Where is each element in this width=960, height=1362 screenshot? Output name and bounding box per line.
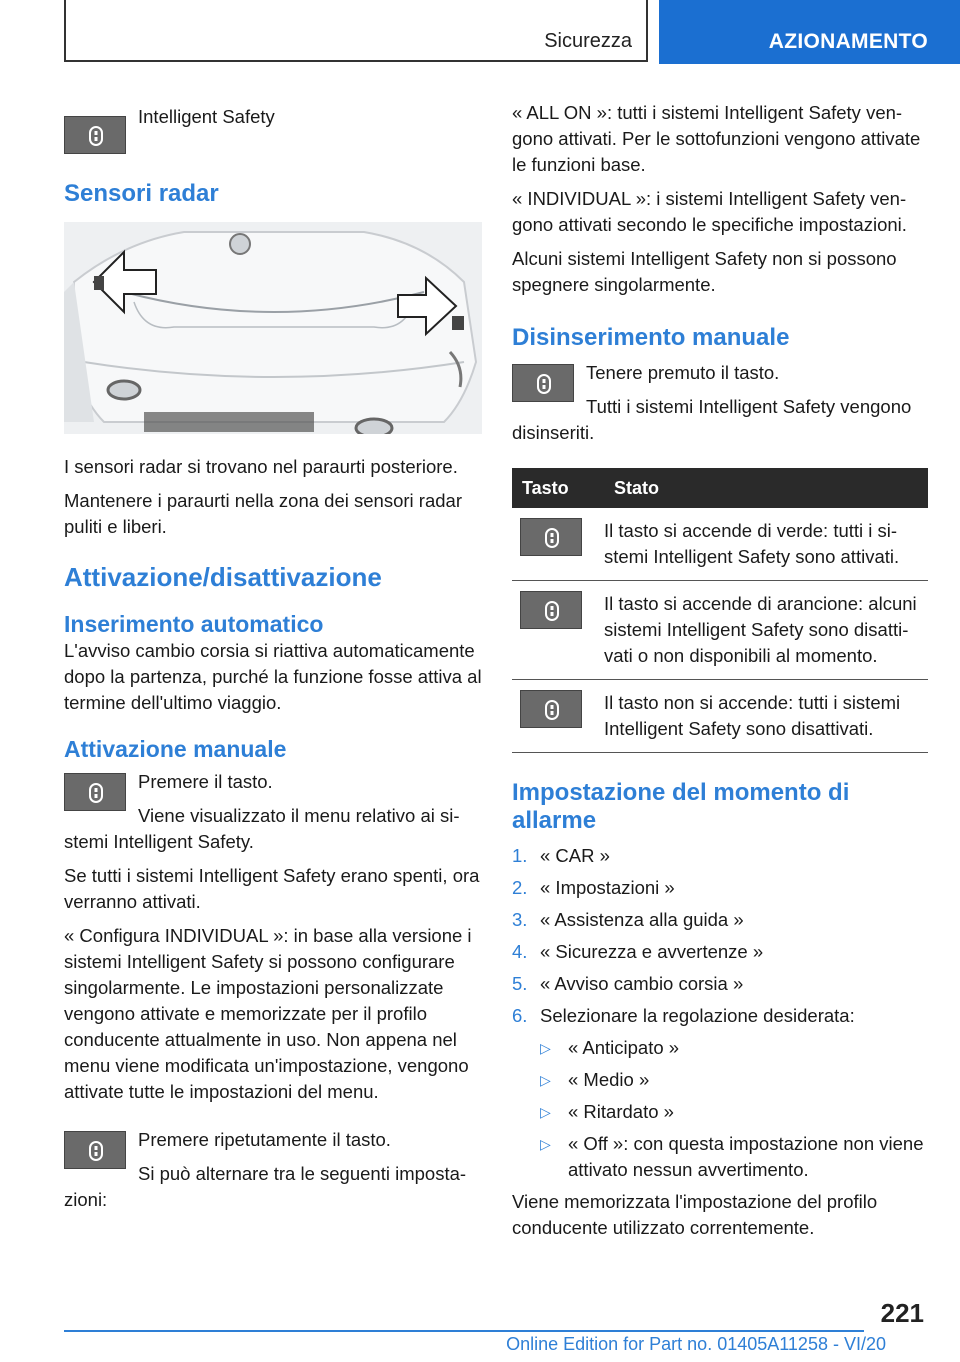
all-on-text: « ALL ON »: tutti i sistemi Intelligent Safety vengono attivati. Per le sottofunzioni vengono attivate le funzioni base. bbox=[512, 102, 921, 175]
triangle-bullet-icon: ▷ bbox=[540, 1104, 551, 1120]
list-item: 4. « Sicurezza e avvertenze » bbox=[512, 941, 764, 962]
profile-saved-text: Viene memorizzata l'impostazione del profilo conducente utilizzato correntemente. bbox=[512, 1191, 878, 1238]
intelligent-safety-row bbox=[64, 104, 482, 164]
activation-heading: Attivazione/disattivazione bbox=[64, 562, 382, 592]
list-item: ▷ « Off »: con questa impostazione non viene attivato nessun avvertimento. bbox=[540, 1133, 924, 1180]
intelligent-safety-button-icon bbox=[520, 591, 582, 629]
header-section-box bbox=[64, 0, 648, 62]
auto-insertion-text: L'avviso cambio corsia si riattiva automaticamente dopo la partenza, purché la funzione fosse attiva al termine dell'ultimo viaggio. bbox=[64, 640, 482, 713]
chapter-title: AZIONAMENTO bbox=[768, 30, 928, 53]
configure-individual-text: « Configura INDIVIDUAL »: in base alla versione i sistemi Intelligent Safety si possono configurare singolarmente. Le impostazioni personalizzate vengono attivate e memorizzate per il profilo conducente attualmente in uso. Non appena nel menu viene modificata un'impostazione, vengono attivate tutte le impostazioni del menu. bbox=[64, 925, 472, 1102]
table-row bbox=[512, 680, 928, 753]
state-text: Il tasto non si accende: tutti i sistemi Intelligent Safety sono disattivati. bbox=[604, 680, 928, 753]
manual-menu-text: Viene visualizzato il menu relativo ai sistemi Intelligent Safety. bbox=[64, 805, 460, 852]
list-item: 3. « Assistenza alla guida » bbox=[512, 909, 744, 930]
manual-all-off-text: Se tutti i sistemi Intelligent Safety erano spenti, ora verranno attivati. bbox=[64, 865, 480, 912]
car-rear-illustration bbox=[64, 222, 482, 434]
radar-location-text: I sensori radar si trovano nel paraurti posteriore. bbox=[64, 456, 458, 477]
page-number: 221 bbox=[880, 1298, 924, 1328]
intelligent-safety-button-icon bbox=[64, 1131, 126, 1169]
intelligent-safety-button-icon bbox=[64, 773, 126, 811]
all-deactivated-text: Tutti i sistemi Intelligent Safety vengono disinseriti. bbox=[512, 396, 912, 443]
warning-timing-heading: Impostazione del momento di allarme bbox=[512, 779, 850, 834]
col-header-state: Stato bbox=[604, 468, 928, 508]
timing-options-list bbox=[512, 1035, 928, 1183]
right-column bbox=[512, 100, 928, 1249]
list-item: 6. Selezionare la regolazione desiderata: bbox=[512, 1005, 855, 1026]
manual-deactivation-heading: Disinserimento manuale bbox=[512, 324, 790, 351]
radar-clean-text: Mantenere i paraurti nella zona dei sensori radar puliti e liberi. bbox=[64, 490, 462, 537]
alternate-settings-text: Si può alternare tra le seguenti impostazioni: bbox=[64, 1163, 467, 1210]
intelligent-safety-button-icon bbox=[512, 364, 574, 402]
radar-heading: Sensori radar bbox=[64, 180, 219, 207]
footer-divider bbox=[64, 1330, 864, 1332]
triangle-bullet-icon: ▷ bbox=[540, 1072, 551, 1088]
manual-activation-heading: Attivazione manuale bbox=[64, 736, 287, 762]
col-header-key: Tasto bbox=[512, 468, 604, 508]
individual-text: « INDIVIDUAL »: i sistemi Intelligent Safety vengono attivati secondo le specifiche impostazioni. bbox=[512, 188, 907, 235]
state-text: Il tasto si accende di verde: tutti i sistemi Intelligent Safety sono attivati. bbox=[604, 508, 928, 581]
page-header bbox=[0, 0, 960, 66]
manual-press-text: Premere il tasto. bbox=[138, 771, 273, 792]
section-title: Sicurezza bbox=[544, 30, 632, 52]
button-state-table bbox=[512, 468, 928, 753]
intelligent-safety-label: Intelligent Safety bbox=[138, 106, 275, 127]
list-item: 1. « CAR » bbox=[512, 845, 610, 866]
list-item: ▷ « Medio » bbox=[512, 1067, 928, 1093]
state-text: Il tasto si accende di arancione: alcuni sistemi Intelligent Safety sono disattivati o non disponibili al momento. bbox=[604, 581, 928, 680]
table-row bbox=[512, 581, 928, 680]
list-item: 5. « Avviso cambio corsia » bbox=[512, 973, 744, 994]
auto-insertion-heading: Inserimento automatico bbox=[64, 611, 324, 637]
triangle-bullet-icon: ▷ bbox=[540, 1136, 551, 1152]
hold-press-text: Tenere premuto il tasto. bbox=[586, 362, 780, 383]
intelligent-safety-button-icon bbox=[520, 690, 582, 728]
intelligent-safety-button-icon bbox=[64, 116, 126, 154]
list-item: ▷ « Anticipato » bbox=[512, 1035, 928, 1061]
list-item: 2. « Impostazioni » bbox=[512, 877, 675, 898]
chapter-tab bbox=[659, 0, 960, 64]
page-footer bbox=[0, 1290, 960, 1362]
intelligent-safety-button-icon bbox=[520, 518, 582, 556]
table-row bbox=[512, 508, 928, 581]
settings-steps-list bbox=[512, 843, 928, 1029]
list-item: ▷ « Ritardato » bbox=[512, 1099, 928, 1125]
some-systems-text: Alcuni sistemi Intelligent Safety non si possono spegnere singolarmente. bbox=[512, 248, 897, 295]
left-column bbox=[64, 100, 482, 1221]
table-header-row bbox=[512, 468, 928, 508]
edition-text: Online Edition for Part no. 01405A11258 - VI/20 bbox=[506, 1334, 886, 1354]
triangle-bullet-icon: ▷ bbox=[540, 1040, 551, 1056]
repeat-press-text: Premere ripetutamente il tasto. bbox=[138, 1129, 391, 1150]
